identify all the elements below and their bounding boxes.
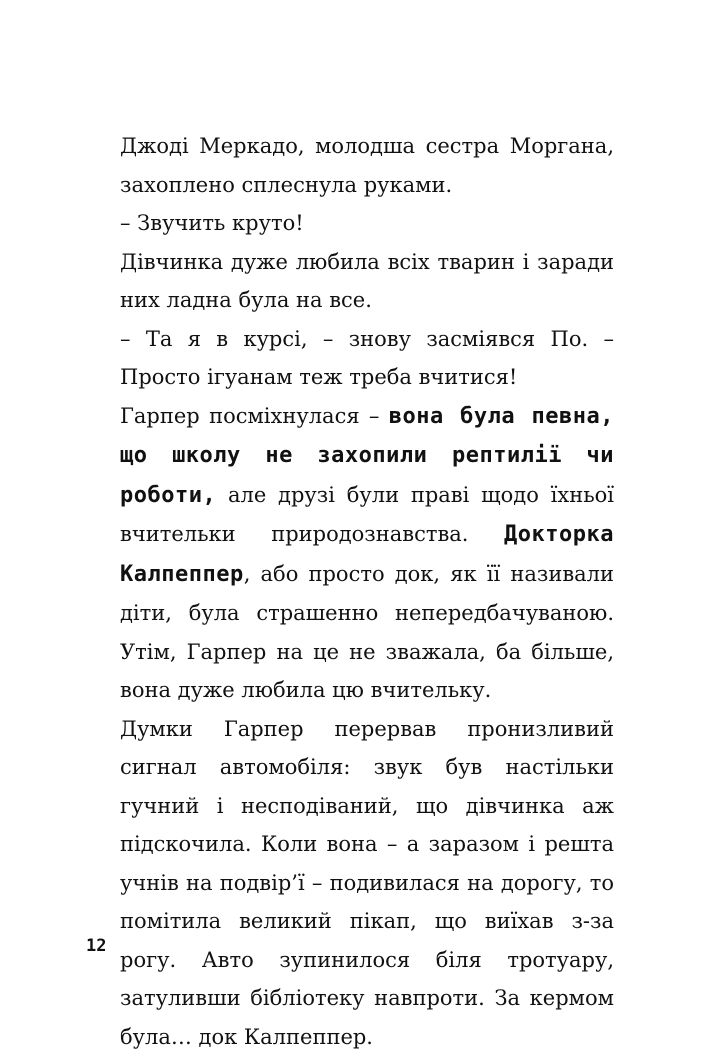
- paragraph-5: [120, 397, 614, 710]
- paragraph-4: – Та я в курсі, – знову засміявся По. – Просто ігуанам теж треба вчитися!: [120, 320, 614, 397]
- emphasized-phrase-2: Докторка Калпеппер: [120, 522, 614, 587]
- paragraph-5-part-3: , або просто док, як її називали діти, була страшенно непередбачуваною. Утім, Гарпер на це не зважала, ба більше, вона дуже любила цю вчительку.: [120, 562, 614, 703]
- emphasized-phrase-1: вона була певна, що школу не захопили рептилії чи роботи,: [120, 404, 614, 508]
- page-number: 12: [86, 936, 106, 956]
- paragraph-2: – Звучить круто!: [120, 204, 614, 243]
- body-text: [120, 127, 614, 1056]
- paragraph-1: Джоді Меркадо, молодша сестра Моргана, захоплено сплеснула руками.: [120, 127, 614, 204]
- paragraph-3: Дівчинка дуже любила всіх тварин і заради них ладна була на все.: [120, 243, 614, 320]
- paragraph-5-part-1: Гарпер посміхнулася –: [120, 404, 389, 428]
- paragraph-6: Думки Гарпер перервав пронизливий сигнал автомобіля: звук був настільки гучний і несподіваний, що дівчинка аж підскочила. Коли вона – а заразом і решта учнів на подвір’ї – подивилася на дорогу, то помітила великий пікап, що виїхав з-за рогу. Авто зупинилося біля тротуару, затуливши бібліотеку навпроти. За кермом була… док Калпеппер.: [120, 710, 614, 1056]
- paragraph-5-part-2: але друзі були праві щодо їхньої вчительки природознавства.: [120, 483, 614, 547]
